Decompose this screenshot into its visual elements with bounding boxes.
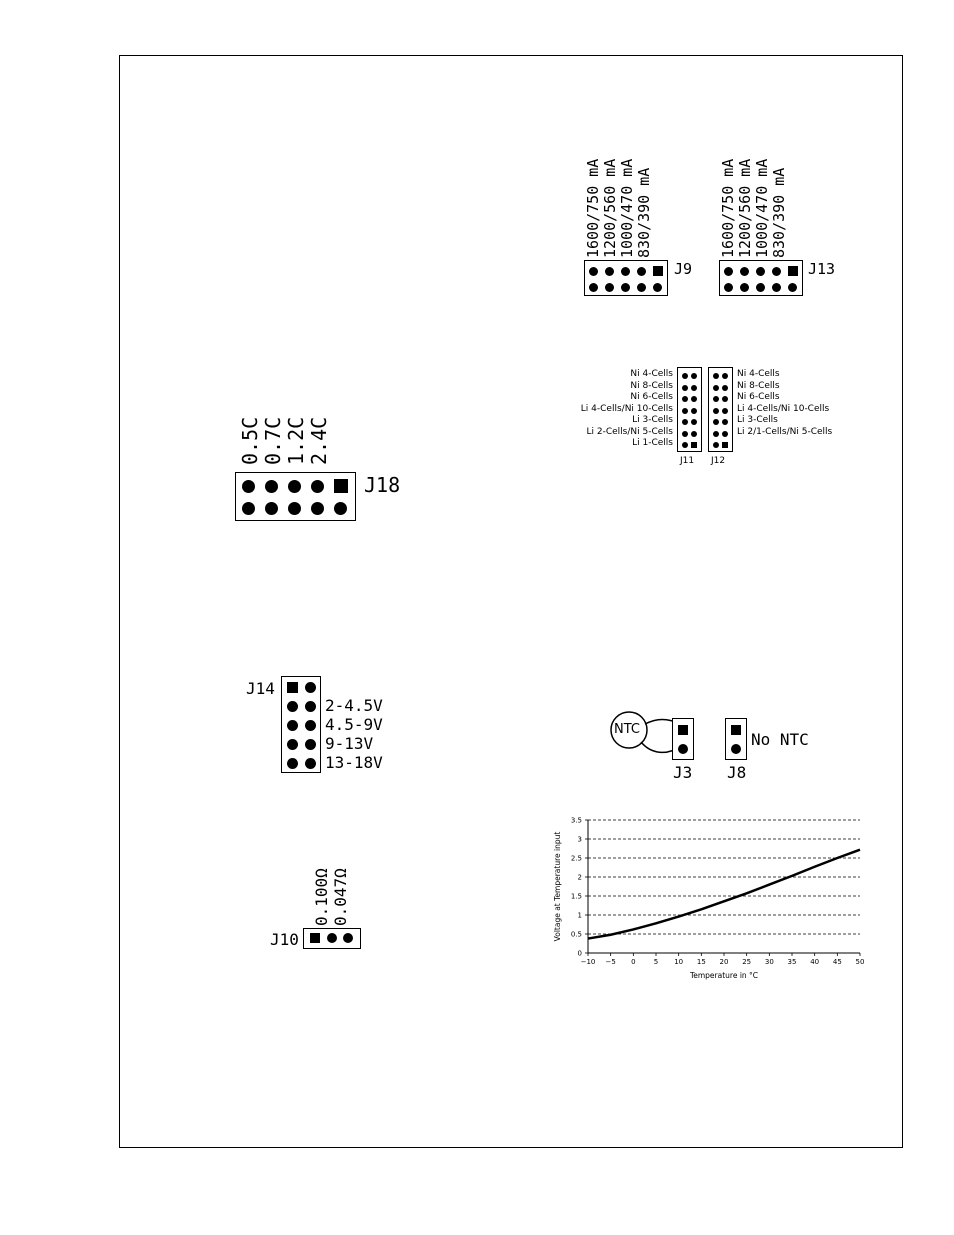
j12-option-label: Ni 8-Cells <box>737 380 780 391</box>
x-tick-label: 50 <box>855 958 865 966</box>
j3-label: J3 <box>673 763 693 782</box>
j12-label: J12 <box>711 456 726 466</box>
j9-option-label: 1000/470 mA <box>618 158 636 258</box>
pin <box>722 408 728 414</box>
pin-1-square <box>731 725 741 735</box>
j11-label: J11 <box>680 456 695 466</box>
j3-header[interactable] <box>672 718 694 760</box>
pin <box>724 267 733 276</box>
pin <box>691 396 697 402</box>
pin <box>682 385 688 391</box>
pin <box>722 396 728 402</box>
pin-1-square <box>287 682 298 693</box>
pin <box>713 373 719 379</box>
y-tick-label: 1 <box>577 911 582 920</box>
j10-option-label: 0.100Ω <box>312 868 331 926</box>
y-tick-label: 0.5 <box>570 930 582 939</box>
pin <box>713 442 719 448</box>
pin <box>288 480 301 493</box>
j14-option-label: 13-18V <box>325 753 383 772</box>
j10-option-label: 0.047Ω <box>331 868 350 926</box>
x-tick-label: 45 <box>832 958 842 966</box>
pin <box>311 480 324 493</box>
pin <box>722 431 728 437</box>
pin <box>756 283 765 292</box>
pin <box>731 744 741 754</box>
j13-label: J13 <box>808 260 836 278</box>
y-tick-label: 3 <box>577 835 582 844</box>
j9-option-label: 1600/750 mA <box>584 158 602 258</box>
pin <box>287 758 298 769</box>
j13-header[interactable] <box>719 260 803 296</box>
j13-option-label: 1000/470 mA <box>753 158 771 258</box>
y-tick-label: 2.5 <box>570 854 582 863</box>
pin-1-square <box>722 442 728 448</box>
pin <box>605 283 614 292</box>
pin <box>682 373 688 379</box>
pin-1-square <box>678 725 688 735</box>
j13-option-label: 1600/750 mA <box>719 158 737 258</box>
j14-label: J14 <box>246 679 275 698</box>
y-tick-label: 2 <box>577 873 582 882</box>
pin <box>305 758 316 769</box>
j8-option-label: No NTC <box>751 730 809 749</box>
pin-1-square <box>334 479 348 493</box>
j14-option-label: 2-4.5V <box>325 696 383 715</box>
j12-option-label: Ni 4-Cells <box>737 369 780 379</box>
pin <box>242 502 255 515</box>
pin <box>724 283 733 292</box>
j12-option-label: Li 4-Cells/Ni 10-Cells <box>737 403 830 414</box>
pin <box>334 502 347 515</box>
j11-option-label: Li 3-Cells <box>632 415 673 425</box>
pin <box>772 267 781 276</box>
j10-header[interactable] <box>303 928 361 949</box>
x-tick-label: 15 <box>696 958 706 966</box>
pin-1-square <box>310 933 320 943</box>
j13-option-label: 1200/560 mA <box>736 158 754 258</box>
pin <box>287 720 298 731</box>
pin <box>327 933 337 943</box>
j18-option-label: 0.7C <box>261 416 285 465</box>
pin <box>756 267 765 276</box>
ntc-label: NTC <box>614 722 640 737</box>
j11-option-label: Ni 8-Cells <box>630 380 673 391</box>
pin <box>740 283 749 292</box>
pin <box>682 431 688 437</box>
j11-option-label: Li 1-Cells <box>632 438 673 448</box>
pin <box>682 442 688 448</box>
y-tick-label: 1.5 <box>570 892 582 901</box>
pin <box>305 701 316 712</box>
pin <box>722 419 728 425</box>
pin <box>287 739 298 750</box>
pin <box>691 408 697 414</box>
pin <box>722 385 728 391</box>
pin <box>287 701 298 712</box>
x-tick-label: 30 <box>764 958 774 966</box>
pin <box>682 396 688 402</box>
pin-1-square <box>788 266 798 276</box>
pin <box>305 682 316 693</box>
pin <box>621 267 630 276</box>
pin <box>691 385 697 391</box>
j12-option-label: Li 3-Cells <box>737 415 778 425</box>
x-tick-label: 10 <box>674 958 684 966</box>
j12-option-label: Li 2/1-Cells/Ni 5-Cells <box>737 426 833 437</box>
pin <box>691 419 697 425</box>
x-tick-label: −5 <box>605 958 616 966</box>
j9-option-label: 830/390 mA <box>635 167 653 258</box>
x-tick-label: 25 <box>742 958 752 966</box>
pin <box>605 267 614 276</box>
j10-label: J10 <box>270 930 299 949</box>
pin <box>713 408 719 414</box>
j11-option-label: Ni 6-Cells <box>630 392 673 402</box>
pin <box>637 267 646 276</box>
pin <box>637 283 646 292</box>
x-tick-label: 40 <box>810 958 820 966</box>
pin <box>678 744 688 754</box>
pin <box>653 283 662 292</box>
pin <box>691 373 697 379</box>
pin <box>589 267 598 276</box>
pin <box>343 933 353 943</box>
x-tick-label: 0 <box>631 958 636 966</box>
pin <box>265 502 278 515</box>
x-axis-label: Temperature in °C <box>689 971 759 980</box>
pin <box>288 502 301 515</box>
pin <box>265 480 278 493</box>
j18-option-label: 0.5C <box>238 416 262 465</box>
j18-header[interactable] <box>235 472 356 521</box>
j14-header[interactable] <box>281 676 321 773</box>
j14-option-label: 4.5-9V <box>325 715 383 734</box>
x-tick-label: 5 <box>653 958 659 966</box>
j9-label: J9 <box>674 260 693 278</box>
j9-header[interactable] <box>584 260 668 296</box>
pin <box>305 739 316 750</box>
pin <box>713 419 719 425</box>
j9-option-label: 1200/560 mA <box>601 158 619 258</box>
pin <box>682 419 688 425</box>
j14-option-label: 9-13V <box>325 734 374 753</box>
pin <box>713 396 719 402</box>
j11-option-label: Li 2-Cells/Ni 5-Cells <box>586 426 673 437</box>
x-tick-label: 20 <box>719 958 729 966</box>
j11-header[interactable] <box>677 367 702 452</box>
pin <box>713 385 719 391</box>
pin <box>589 283 598 292</box>
y-tick-label: 0 <box>577 949 582 958</box>
pin <box>242 480 255 493</box>
j18-label: J18 <box>364 473 401 497</box>
y-tick-label: 3.5 <box>570 816 582 825</box>
pin <box>722 373 728 379</box>
x-tick-label: 35 <box>787 958 797 966</box>
pin <box>621 283 630 292</box>
series-line <box>588 850 860 939</box>
j11-option-label: Li 4-Cells/Ni 10-Cells <box>580 403 673 414</box>
pin <box>713 431 719 437</box>
j8-header[interactable] <box>725 718 747 760</box>
pin <box>740 267 749 276</box>
j13-option-label: 830/390 mA <box>770 167 788 258</box>
pin <box>682 408 688 414</box>
x-tick-label: −10 <box>580 958 596 966</box>
pin <box>772 283 781 292</box>
j18-option-label: 2.4C <box>307 416 331 465</box>
temperature-voltage-chart <box>540 810 880 985</box>
pin <box>305 720 316 731</box>
pin <box>691 431 697 437</box>
j18-option-label: 1.2C <box>284 416 308 465</box>
pin <box>311 502 324 515</box>
y-axis-label: Voltage at Temperature input <box>553 831 562 942</box>
j12-header[interactable] <box>708 367 733 452</box>
j11-option-label: Ni 4-Cells <box>630 369 673 379</box>
pin-1-square <box>691 442 697 448</box>
j12-option-label: Ni 6-Cells <box>737 392 780 402</box>
j8-label: J8 <box>727 763 747 782</box>
pin-1-square <box>653 266 663 276</box>
pin <box>788 283 797 292</box>
